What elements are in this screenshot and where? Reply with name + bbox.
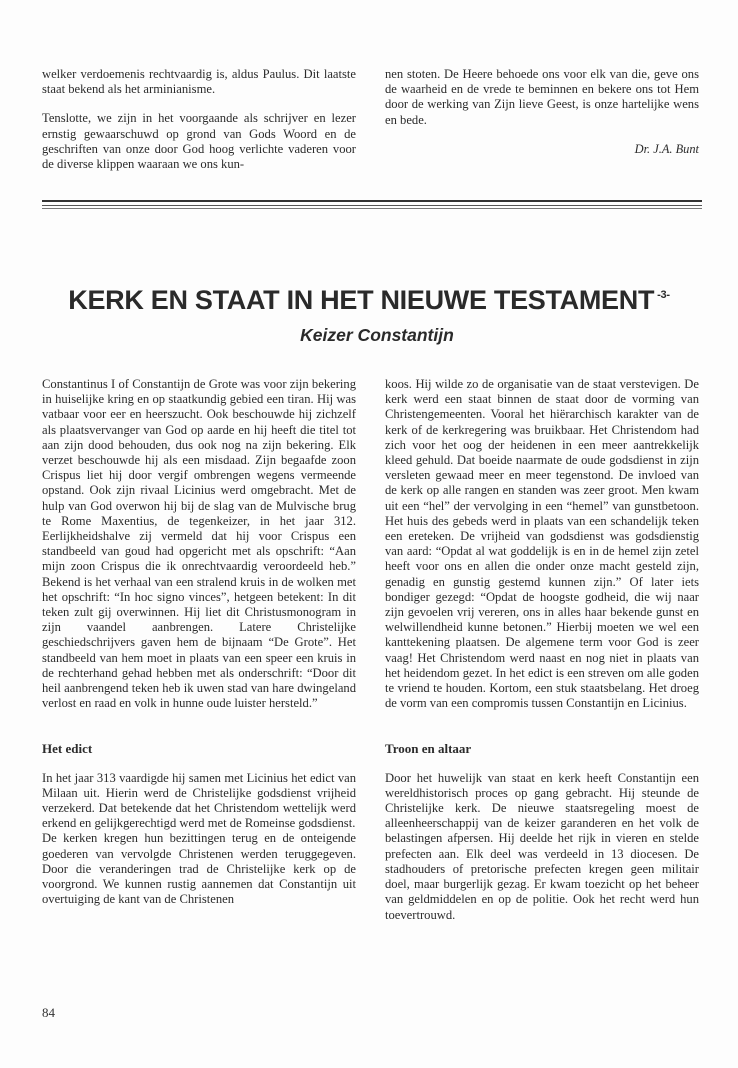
article-title-text: KERK EN STAAT IN HET NIEUWE TESTAMENT <box>68 285 655 315</box>
section-heading-troon: Troon en altaar <box>385 741 472 757</box>
article-part-number: -3- <box>657 289 670 301</box>
author-signature: Dr. J.A. Bunt <box>634 141 699 156</box>
continuation-paragraph: koos. Hij wilde zo de organisatie van de staat verstevigen. De kerk werd een staat binnen de staat door de vorming van Christengemeenten. Vooral het hiërarchisch karakter van de kerk of de kerkregering was bruikbaar. Het Christendom had zich voor het oog der heidenen in een meer aantrekkelijk kleed gehuld. Dat boeide naarmate de oude godsdienst in zijn versleten gewaad meer en meer tegenstond. De invloed van de kerk op alle rangen en standen was zeer groot. Men kwam uit een “hel” der vervolging in een “hemel” van gunstbetoon. Het huis des gebeds werd in plaats van een schandelijk teken een ereteken. De vrijheid van godsdienst was godsdienstig van aard: “Opdat al wat goddelijk is en in de hemel zijn zetel heeft voor ons en allen die onder onze macht gesteld zijn, genadig en gunstig gestemd kunnen zijn.” Of later iets bondiger gezegd: “Opdat de hoogste godheid, die wij naar zijn gevoelen vrij vereren, ons in alles haar bekende gunst en welwillendheid kunne betonen.” Hierbij moeten we wel een kanttekening plaatsen. De algemene term voor God is zeer vaag! Het Christendom werd naast en nog niet in plaats van het heidendom gezet. In het edict is een streven om alle goden te vriend te houden. Kortom, een stuk staatsbelang. Het droeg de vorm van een compromis tussen Constantijn en Licinius. <box>385 377 699 711</box>
edict-paragraph-1: In het jaar 313 vaardigde hij samen met Licinius het edict van Milaan uit. Hierin werd de Christelijke godsdienst vrijheid verzekerd. Dat betekende dat het Christendom wettelijk werd erkend en gelijkgerechtigd werd met de Romeinse godsdienst. <box>42 770 356 831</box>
top-right-paragraph: nen stoten. De Heere behoede ons voor elk van die, geve ons de waarheid en de vrede te beminnen en bekere ons tot Hem door de werking van Zijn lieve Geest, is onze hartelijke wens en bede. <box>385 67 699 127</box>
page-number: 84 <box>42 1005 55 1020</box>
section-heading-edict: Het edict <box>42 741 93 757</box>
separator-rule <box>42 200 702 202</box>
top-left-paragraph-2: Tenslotte, we zijn in het voorgaande als schrijver en lezer ernstig gewaarschuwd op grond van Gods Woord en de geschriften van onze door God hoog verlichte vaderen voor de diverse klippen waaraan we ons kun- <box>42 111 356 172</box>
intro-paragraph: Constantinus I of Constantijn de Grote was voor zijn bekering in huiselijke kring en op staatkundig gebied een tiran. Hij was vatbaar voor eer en heerszucht. Ook beschouwde hij zichzelf als plaatsvervanger van God op aarde en hij heeft die titel tot aan zijn dood behouden, dus ook nog na zijn bekering. Elk verzet beschouwde hij als een misdaad. Zijn begaafde zoon Crispus liet hij door vergif ombrengen wegens vermeende opstand. Ook zijn rivaal Licinius werd omgebracht. Met de hulp van God overwon hij bij de slag van de Mulvische brug te Rome Maxentius, de tegenkeizer, in het jaar 312. Eerlijkheidshalve zij vermeld dat hij voor Crispus een standbeeld van goud had opgericht met als opschrift: “Aan mijn zoon Crispus die ik onrechtvaardig veroordeeld heb.” Bekend is het verhaal van een stralend kruis in de wolken met het opschrift: “In hoc signo vinces”, hetgeen betekent: In dit teken zult gij overwinnen. Hij liet dit Christusmonogram in zijn vaandel aanbrengen. Latere Christelijke geschiedschrijvers gaven hem de bijnaam “De Grote”. Het standbeeld van hem moet in plaats van een speer een kruis in de rechterhand gehad hebben met als onderschrift: “Door dit heil aanbrengend teken heb ik uwen stad van hare dwingeland verlost en raad en volk in hunne oude luister hersteld.” <box>42 377 356 711</box>
article-left-column <box>42 377 356 908</box>
top-left-column <box>42 67 356 172</box>
troon-paragraph: Door het huwelijk van staat en kerk heeft Constantijn een wereldhistorisch proces op gang gebracht. Hij steunde de Christelijke kerk. De nieuwe staatsregeling moest de alleenheerschappij van de keizer garanderen en het volk de belastingen afpersen. Hij deelde het rijk in vieren en stelde prefecten aan. Elk deel was verdeeld in 13 diocesen. De stadhouders of pretorische prefecten kregen geen militair doel, maar burgerlijk gezag. Er kwam toezicht op het beheer van geldmiddelen en op de politie. Ook het recht werd hun toevertrouwd. <box>385 770 699 922</box>
article-right-column <box>385 377 699 923</box>
top-left-paragraph-1: welker verdoemenis rechtvaardig is, aldus Paulus. Dit laatste staat bekend als het arminianisme. <box>42 67 356 97</box>
separator-rule <box>42 205 702 206</box>
separator-rule <box>42 208 702 209</box>
edict-paragraph-2: De kerken kregen hun bezittingen terug en de onteigende goederen van vervolgde Christenen werden teruggegeven. Door die veranderingen trad de Christelijke kerk op de voorgrond. We kunnen rustig aannemen dat Constantijn uit overtuiging de kant van de Christenen <box>42 831 356 907</box>
article-title <box>0 285 738 316</box>
top-right-column <box>385 67 699 157</box>
article-subtitle: Keizer Constantijn <box>300 325 454 345</box>
